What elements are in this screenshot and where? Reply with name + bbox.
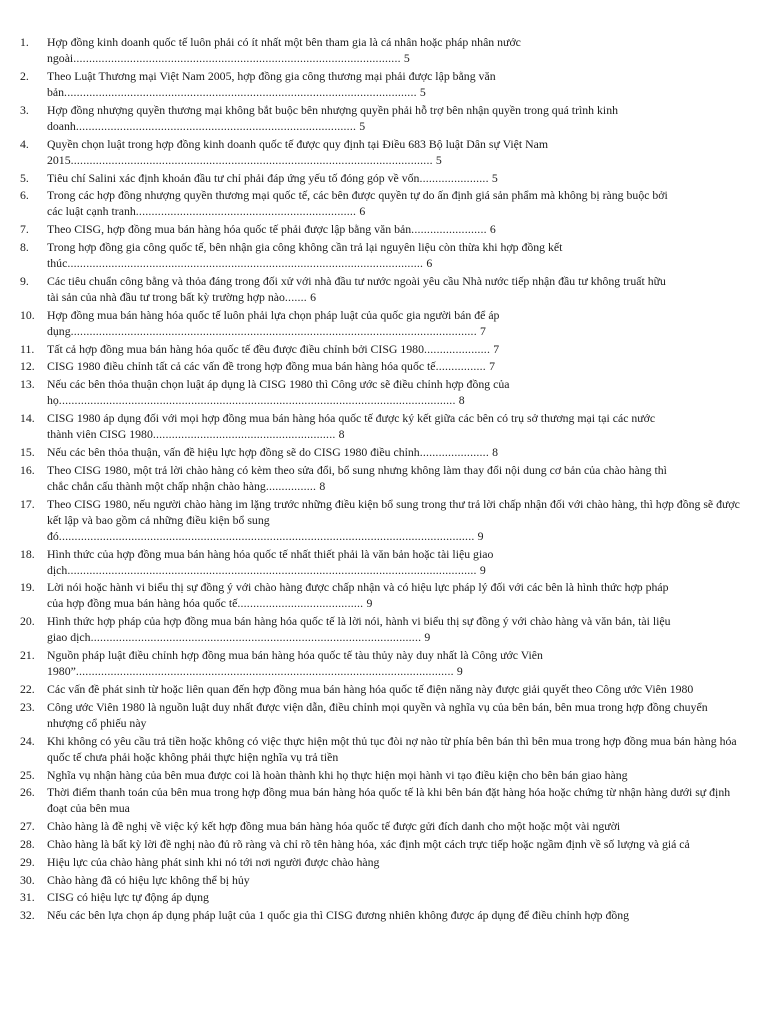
toc-entry[interactable] bbox=[0, 767, 768, 783]
toc-entry[interactable] bbox=[0, 376, 768, 408]
page-number: 9 bbox=[366, 596, 373, 611]
entry-text-tail: dụng bbox=[47, 323, 71, 338]
entry-text-tail: doanh bbox=[47, 118, 76, 133]
toc-entry[interactable] bbox=[0, 733, 768, 765]
dot-leader: ................................................................................................................... bbox=[70, 152, 436, 167]
dot-leader: ....... bbox=[284, 289, 311, 304]
toc-entry[interactable] bbox=[0, 358, 768, 374]
entry-text-tail: bản bbox=[47, 84, 65, 99]
toc-entry[interactable] bbox=[0, 444, 768, 460]
entry-text: Hình thức hợp pháp của hợp đồng mua bán hàng hóa quốc tế là lời nói, hành vi biểu thị sự đồng ý với chào hàng và văn bản, tài liệu bbox=[47, 614, 671, 629]
entry-text-tail: 2015 bbox=[47, 152, 71, 167]
entry-text: Quyền chọn luật trong hợp đồng kinh doanh quốc tế được quy định tại Điều 683 Bộ luật Dân sự Việt Nam bbox=[47, 136, 549, 151]
entry-text: Các vấn đề phát sinh từ hoặc liên quan đến hợp đồng mua bán hàng hóa quốc tế điện năng này được giải quyết theo Công ước Viên 1980 bbox=[47, 682, 694, 696]
entry-number: 5. bbox=[20, 170, 29, 185]
page-number: 5 bbox=[491, 170, 498, 185]
entry-text-tail: chắc chắn cấu thành một chấp nhận chào hàng bbox=[47, 478, 266, 493]
entry-number: 17. bbox=[20, 496, 35, 511]
page-number: 8 bbox=[338, 427, 345, 442]
entry-number: 22. bbox=[20, 682, 35, 696]
dot-leader: .............................................................................................................................. bbox=[58, 393, 459, 408]
toc-entry[interactable] bbox=[0, 836, 768, 852]
page-number: 9 bbox=[477, 528, 484, 543]
entry-text: Tiêu chí Salini xác định khoản đầu tư chỉ phải đáp ứng yếu tố đóng góp về vốn bbox=[47, 170, 420, 185]
entry-text: Tất cả hợp đồng mua bán hàng hóa quốc tế đều được điều chỉnh bởi CISG 1980 bbox=[47, 341, 424, 356]
toc-entry[interactable] bbox=[0, 68, 768, 100]
entry-number: 1. bbox=[20, 35, 29, 49]
dot-leader: ...................... bbox=[419, 170, 492, 185]
entry-number: 9. bbox=[20, 273, 29, 288]
dot-leader: ......................................................................................... bbox=[75, 118, 360, 133]
page-number: 9 bbox=[424, 630, 431, 645]
entry-number: 31. bbox=[20, 890, 35, 905]
entry-number: 3. bbox=[20, 102, 29, 117]
entry-text-tail: thành viên CISG 1980 bbox=[47, 427, 153, 442]
page-number: 6 bbox=[426, 256, 433, 271]
entry-text: Công ước Viên 1980 là nguồn luật duy nhất được viện dẫn, điều chỉnh mọi quyền và nghĩa vụ của bên bán, bên mua trong hợp đồng chuyển nhượng cổ phiếu này bbox=[47, 699, 708, 730]
entry-text: Các tiêu chuẩn công bằng và thỏa đáng trong đối xử với nhà đầu tư nước ngoài yêu cầu Nhà nước tiếp nhận đầu tư không truất hữu bbox=[47, 273, 666, 288]
entry-text: Nếu các bên lựa chọn áp dụng pháp luật của 1 quốc gia thì CISG đương nhiên không được áp dụng để điều chỉnh hợp đồng bbox=[47, 908, 630, 923]
page-number: 5 bbox=[419, 84, 426, 99]
entry-number: 28. bbox=[20, 836, 35, 851]
entry-number: 26. bbox=[20, 785, 35, 800]
page-number: 9 bbox=[456, 664, 463, 679]
page-number: 6 bbox=[310, 289, 316, 304]
entry-number: 10. bbox=[20, 307, 35, 322]
entry-text: Theo CISG 1980, nếu người chào hàng im lặng trước những điều kiện bổ sung trong thư trả lời chấp nhận đối với chào hàng, thì hợp đồng sẽ được kết lập và bao gồm cả những điều kiện bổ sung bbox=[47, 496, 740, 527]
dot-leader: .................................................................................................................................. bbox=[67, 562, 480, 577]
toc-entry[interactable] bbox=[0, 546, 768, 578]
entry-number: 6. bbox=[20, 188, 29, 203]
toc-entry[interactable] bbox=[0, 273, 768, 305]
entry-text: Lời nói hoặc hành vi biểu thị sự đồng ý với chào hàng được chấp nhận và có hiệu lực pháp lý đối với các bên là hình thức hợp pháp bbox=[47, 580, 669, 595]
page-number: 8 bbox=[319, 478, 326, 493]
entry-text-tail: tài sản của nhà đầu tư trong bất kỳ trường hợp nào bbox=[47, 289, 285, 304]
toc-entry[interactable] bbox=[0, 410, 768, 442]
entry-text: Theo CISG 1980, một trả lời chào hàng có kèm theo sửa đổi, bổ sung nhưng không làm thay đổi nội dung cơ bản của chào hàng thì bbox=[47, 462, 667, 477]
entry-number: 25. bbox=[20, 767, 35, 782]
toc-entry[interactable] bbox=[0, 341, 768, 357]
entry-text-tail: của hợp đồng mua bán hàng hóa quốc tế bbox=[47, 596, 238, 611]
toc-entry[interactable] bbox=[0, 239, 768, 271]
dot-leader: ........................................................................................................................ bbox=[75, 664, 457, 679]
entry-text: CISG 1980 áp dụng đối với mọi hợp đồng mua bán hàng hóa quốc tế được ký kết giữa các bên có trụ sở thương mại tại các nước bbox=[47, 411, 656, 425]
entry-number: 2. bbox=[20, 68, 29, 83]
toc-entry[interactable] bbox=[0, 102, 768, 134]
page-number: 6 bbox=[489, 222, 496, 237]
entry-text: Chào hàng là đề nghị về việc ký kết hợp đồng mua bán hàng hóa quốc tế được gửi đích danh cho một hoặc một vài người bbox=[47, 819, 621, 834]
toc-entry[interactable] bbox=[0, 462, 768, 494]
toc-entry[interactable] bbox=[0, 34, 768, 66]
dot-leader: ........................ bbox=[411, 222, 490, 237]
toc-entry[interactable] bbox=[0, 681, 768, 697]
page-number: 7 bbox=[489, 359, 496, 374]
page-number: 5 bbox=[435, 152, 442, 167]
toc-entry[interactable] bbox=[0, 496, 768, 544]
page-number: 6 bbox=[359, 204, 366, 219]
entry-text: Chào hàng đã có hiệu lực không thể bị hủy bbox=[47, 872, 250, 887]
dot-leader: ........................................................................................................ bbox=[73, 51, 404, 66]
entry-text: Chào hàng là bất kỳ lời đề nghị nào đủ rõ ràng và chỉ rõ tên hàng hóa, xác định một cách trực tiếp hoặc ngầm định về số lượng và giá cả bbox=[47, 836, 690, 851]
entry-number: 7. bbox=[20, 222, 29, 237]
entry-number: 30. bbox=[20, 872, 35, 887]
page-number: 7 bbox=[493, 341, 500, 356]
entry-number: 15. bbox=[20, 444, 35, 459]
toc-entry[interactable] bbox=[0, 307, 768, 339]
dot-leader: ................ bbox=[435, 359, 490, 374]
entry-text: Nguồn pháp luật điều chỉnh hợp đồng mua bán hàng hóa quốc tế tàu thủy này duy nhất là Công ước Viên bbox=[47, 648, 543, 663]
toc-entry[interactable] bbox=[0, 889, 768, 905]
toc-entry[interactable] bbox=[0, 579, 768, 611]
dot-leader: ................................................................................................................................. bbox=[70, 323, 480, 338]
toc-entry[interactable] bbox=[0, 647, 768, 679]
entry-number: 16. bbox=[20, 462, 35, 477]
entry-text: Trong các hợp đồng nhượng quyền thương mại quốc tế, các bên được quyền tự do ấn định giá sản phẩm mà không bị ràng buộc bởi bbox=[47, 188, 668, 203]
dot-leader: ........................................ bbox=[237, 596, 367, 611]
toc-entry[interactable] bbox=[0, 187, 768, 219]
dot-leader: ......................................................................................................... bbox=[90, 630, 425, 645]
entry-number: 14. bbox=[20, 411, 35, 425]
entry-number: 20. bbox=[20, 614, 35, 629]
entry-text: Theo CISG, hợp đồng mua bán hàng hóa quốc tế phải được lập bằng văn bản bbox=[47, 222, 412, 237]
entry-text: Nghĩa vụ nhận hàng của bên mua được coi là hoàn thành khi họ thực hiện mọi hành vi tạo điều kiện cho bên bán giao hàng bbox=[47, 767, 628, 782]
entry-number: 12. bbox=[20, 359, 35, 374]
table-of-contents bbox=[0, 34, 768, 925]
toc-entry[interactable] bbox=[0, 170, 768, 186]
entry-number: 23. bbox=[20, 699, 35, 714]
entry-text: Hợp đồng nhượng quyền thương mại không bắt buộc bên nhượng quyền phải hỗ trợ bên nhận quyền trong quá trình kinh bbox=[47, 102, 618, 117]
entry-number: 21. bbox=[20, 648, 35, 663]
toc-entry[interactable] bbox=[0, 854, 768, 870]
page-number: 5 bbox=[359, 118, 366, 133]
toc-entry[interactable] bbox=[0, 818, 768, 834]
entry-text: Theo Luật Thương mại Việt Nam 2005, hợp đồng gia công thương mại phải được lập bằng văn bbox=[47, 68, 496, 83]
dot-leader: ...................................................................... bbox=[135, 204, 360, 219]
entry-text: Hợp đồng mua bán hàng hóa quốc tế luôn phải lựa chọn pháp luật của quốc gia người bán để áp bbox=[47, 307, 500, 322]
entry-text: Hợp đồng kinh doanh quốc tế luôn phải có ít nhất một bên tham gia là cá nhân hoặc pháp nhân nước bbox=[47, 35, 521, 49]
entry-number: 13. bbox=[20, 377, 35, 392]
entry-text: Nếu các bên thỏa thuận chọn luật áp dụng là CISG 1980 thì Công ước sẽ điều chỉnh hợp đồng của bbox=[47, 377, 510, 392]
entry-number: 24. bbox=[20, 733, 35, 748]
entry-text: Thời điểm thanh toán của bên mua trong hợp đồng mua bán hàng hóa quốc tế là khi bên bán đặt hàng hóa hoặc chứng từ nhận hàng dưới sự định đoạt của bên mua bbox=[47, 785, 731, 816]
dot-leader: .......................................................... bbox=[152, 427, 339, 442]
toc-entry[interactable] bbox=[0, 784, 768, 816]
entry-number: 32. bbox=[20, 908, 35, 923]
entry-text: Hiệu lực của chào hàng phát sinh khi nó tới nơi người được chào hàng bbox=[47, 854, 380, 869]
entry-text-tail: dịch bbox=[47, 562, 68, 577]
toc-entry[interactable] bbox=[0, 699, 768, 731]
toc-entry[interactable] bbox=[0, 907, 768, 923]
entry-text-tail: thúc bbox=[47, 256, 68, 271]
entry-text-tail: đó bbox=[47, 528, 59, 543]
entry-text-tail: 1980” bbox=[47, 664, 76, 679]
entry-text: Nếu các bên thỏa thuận, vấn đề hiệu lực hợp đồng sẽ do CISG 1980 điều chỉnh bbox=[47, 444, 420, 459]
page-number: 5 bbox=[403, 51, 410, 66]
toc-entry[interactable] bbox=[0, 872, 768, 888]
entry-text: Trong hợp đồng gia công quốc tế, bên nhận gia công không cần trả lại nguyên liệu còn thừa khi hợp đồng kết bbox=[47, 239, 563, 254]
dot-leader: .................................................................................................................................... bbox=[58, 528, 478, 543]
entry-number: 4. bbox=[20, 136, 29, 151]
entry-text-tail: họ bbox=[47, 393, 59, 408]
dot-leader: ................................................................................................................ bbox=[64, 84, 420, 99]
entry-text: CISG 1980 điều chỉnh tất cả các vấn đề trong hợp đồng mua bán hàng hóa quốc tế bbox=[47, 359, 436, 374]
entry-text-tail: ngoài bbox=[47, 51, 74, 66]
dot-leader: ................................................................................................................. bbox=[67, 256, 427, 271]
entry-text-tail: các luật cạnh tranh bbox=[47, 204, 136, 219]
dot-leader: ...................... bbox=[419, 444, 493, 459]
page-number: 8 bbox=[492, 444, 499, 459]
page-number: 8 bbox=[458, 393, 465, 408]
toc-entry[interactable] bbox=[0, 613, 768, 645]
entry-number: 8. bbox=[20, 239, 29, 254]
toc-entry[interactable] bbox=[0, 221, 768, 237]
entry-number: 19. bbox=[20, 580, 35, 595]
page-number: 7 bbox=[480, 323, 486, 338]
entry-number: 29. bbox=[20, 854, 35, 869]
dot-leader: ..................... bbox=[423, 341, 494, 356]
entry-number: 11. bbox=[20, 341, 35, 356]
dot-leader: ................ bbox=[265, 478, 320, 493]
entry-text-tail: giao dịch bbox=[47, 630, 91, 645]
entry-text: CISG có hiệu lực tự động áp dụng bbox=[47, 890, 209, 905]
entry-number: 27. bbox=[20, 819, 35, 834]
entry-number: 18. bbox=[20, 546, 35, 561]
entry-text: Hình thức của hợp đồng mua bán hàng hóa quốc tế nhất thiết phải là văn bản hoặc tài liệu giao bbox=[47, 546, 494, 561]
toc-entry[interactable] bbox=[0, 136, 768, 168]
entry-text: Khi không có yêu cầu trả tiền hoặc không có việc thực hiện một thủ tục đòi nợ nào từ phía bên bán thì bên mua trong hợp đồng mua bán hàng hóa quốc tế chưa phải hoặc không phải thực hiện nghĩa vụ trả tiền bbox=[47, 733, 737, 764]
page-number: 9 bbox=[479, 562, 486, 577]
